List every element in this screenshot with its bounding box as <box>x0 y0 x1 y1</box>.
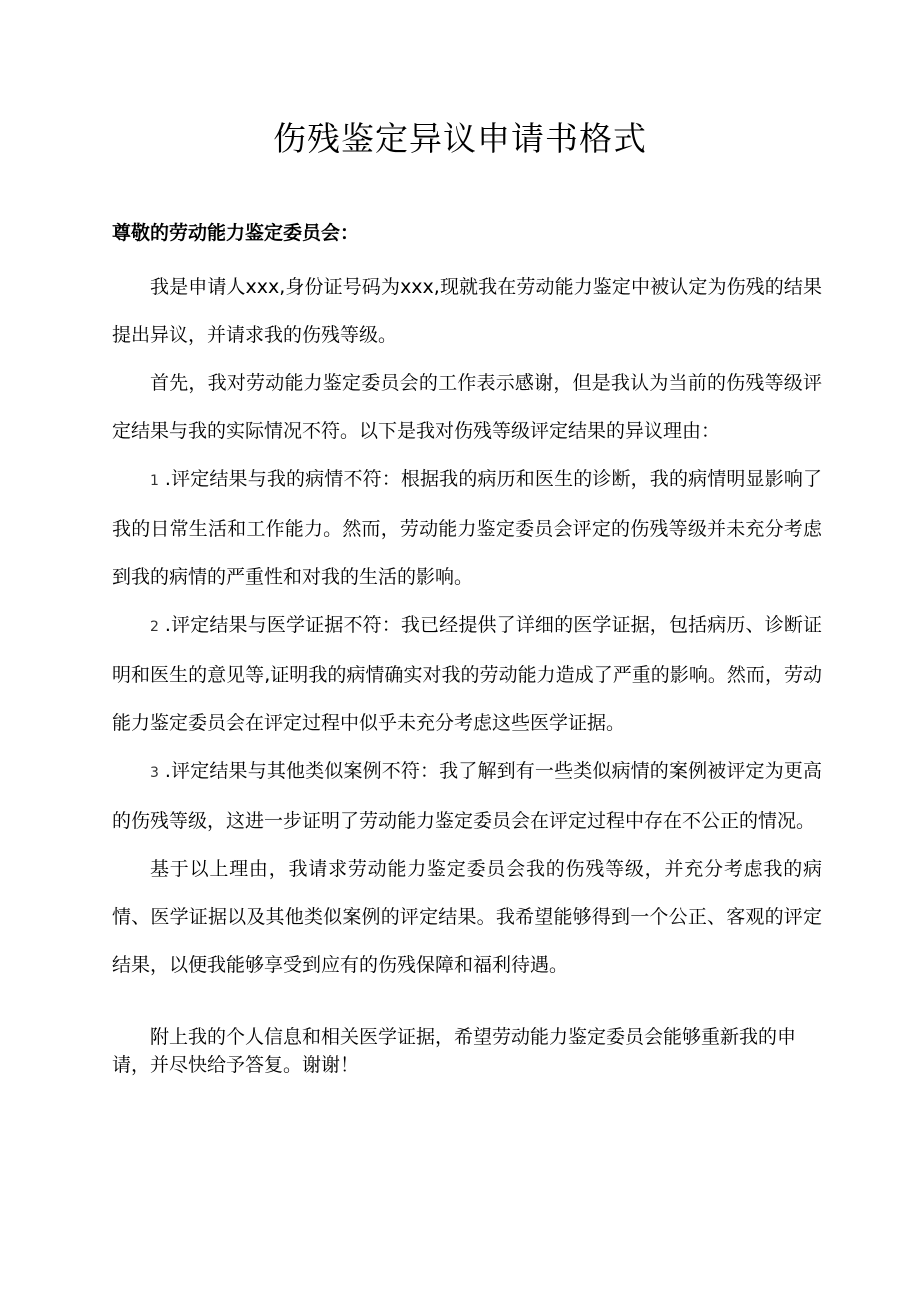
objection-item-3 <box>112 747 822 845</box>
item-number: 1 <box>150 473 159 489</box>
item-number: 2 <box>150 619 159 635</box>
item-number: 3 <box>150 765 159 781</box>
document-body <box>112 263 822 989</box>
preface-paragraph: 首先，我对劳动能力鉴定委员会的工作表示感谢，但是我认为当前的伤残等级评定结果与我的实际情况不符。以下是我对伤残等级评定结果的异议理由： <box>112 372 822 442</box>
item-text: .评定结果与我的病情不符：根据我的病历和医生的诊断，我的病情明显影响了我的日常生活和工作能力。然而，劳动能力鉴定委员会评定的伤残等级并未充分考虑到我的病情的严重性和对我的生活的影响。 <box>112 468 822 588</box>
closing-block <box>112 1023 812 1079</box>
objection-item-2 <box>112 601 822 747</box>
objection-item-1 <box>112 455 822 601</box>
closing-paragraph: 附上我的个人信息和相关医学证据，希望劳动能力鉴定委员会能够重新我的申请，并尽快给予答复。谢谢！ <box>112 1026 797 1076</box>
document-title: 伤残鉴定异议申请书格式 <box>273 119 647 158</box>
conclusion-paragraph: 基于以上理由，我请求劳动能力鉴定委员会我的伤残等级，并充分考虑我的病情、医学证据以及其他类似案例的评定结果。我希望能够得到一个公正、客观的评定结果，以便我能够享受到应有的伤残保障和福利待遇。 <box>112 858 822 976</box>
salutation: 尊敬的劳动能力鉴定委员会： <box>112 222 360 244</box>
intro-paragraph: 我是申请人xxx,身份证号码为xxx,现就我在劳动能力鉴定中被认定为伤残的结果提出异议，并请求我的伤残等级。 <box>112 276 822 346</box>
item-text: .评定结果与医学证据不符：我已经提供了详细的医学证据，包括病历、诊断证明和医生的意见等,证明我的病情确实对我的劳动能力造成了严重的影响。然而，劳动能力鉴定委员会在评定过程中似乎未充分考虑这些医学证据。 <box>112 614 822 734</box>
item-text: .评定结果与其他类似案例不符：我了解到有一些类似病情的案例被评定为更高的伤残等级，这进一步证明了劳动能力鉴定委员会在评定过程中存在不公正的情况。 <box>112 760 822 832</box>
